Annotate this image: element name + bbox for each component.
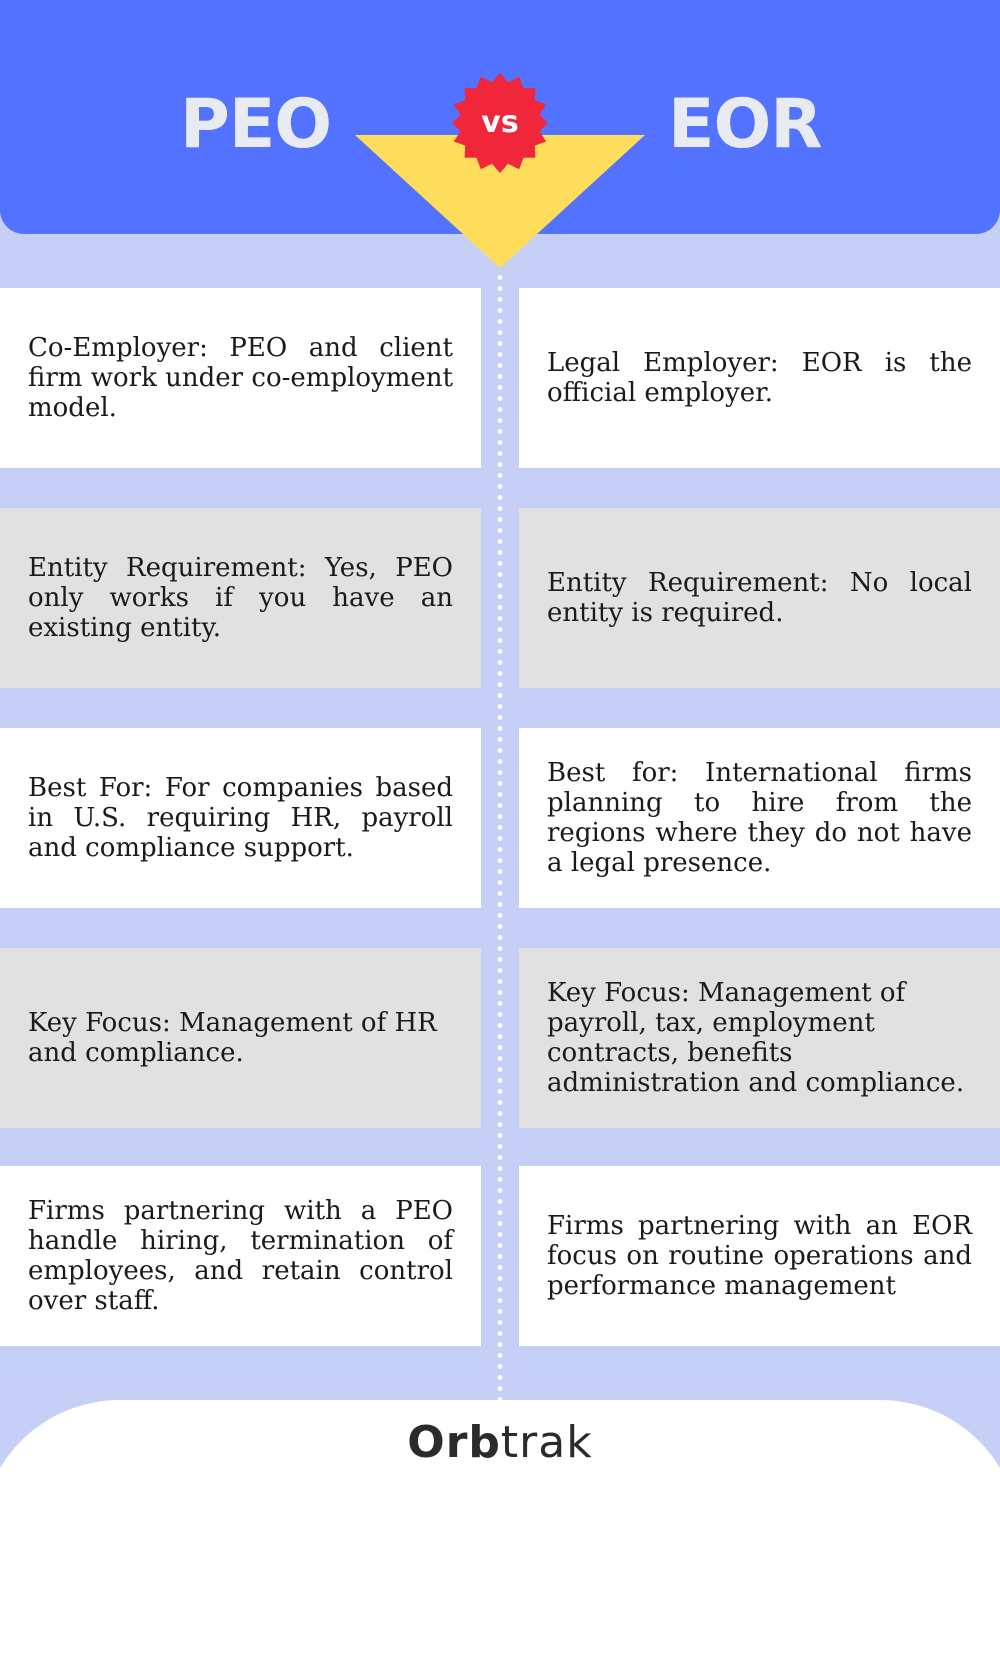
peo-card-control	[0, 1166, 481, 1346]
logo-bold-part: Orb	[407, 1417, 501, 1468]
peo-card-entity-requirement	[0, 508, 481, 688]
eor-card-key-focus	[519, 948, 1000, 1128]
eor-card-text: Best for: International firms planning to hire from the regions where they do not have a legal presence.	[547, 758, 972, 878]
eor-card-legal-employer	[519, 288, 1000, 468]
peo-card-text: Firms partnering with a PEO handle hiring, termination of employees, and retain control over staff.	[28, 1196, 453, 1316]
peo-card-text: Entity Requirement: Yes, PEO only works if you have an existing entity.	[28, 553, 453, 643]
eor-card-entity-requirement	[519, 508, 1000, 688]
peo-card-co-employer	[0, 288, 481, 468]
eor-card-text: Firms partnering with an EOR focus on routine operations and performance management	[547, 1211, 972, 1301]
logo-light-part: trak	[500, 1417, 593, 1468]
peo-title: PEO	[180, 85, 332, 164]
peo-card-text: Key Focus: Management of HR and compliance.	[28, 1008, 437, 1068]
peo-card-text: Co-Employer: PEO and client firm work under co-employment model.	[28, 333, 453, 423]
dotted-divider	[497, 272, 503, 1400]
orbtrak-logo	[0, 1417, 1000, 1468]
eor-card-operations	[519, 1166, 1000, 1346]
eor-card-text: Legal Employer: EOR is the official employer.	[547, 348, 972, 408]
eor-card-text: Key Focus: Management of payroll, tax, employment contracts, benefits administration and compliance.	[547, 978, 965, 1098]
eor-card-text: Entity Requirement: No local entity is required.	[547, 568, 972, 628]
peo-card-best-for	[0, 728, 481, 908]
peo-card-text: Best For: For companies based in U.S. requiring HR, payroll and compliance support.	[28, 773, 453, 863]
vs-label: vs	[481, 105, 519, 140]
peo-card-key-focus	[0, 948, 481, 1128]
eor-card-best-for	[519, 728, 1000, 908]
eor-title: EOR	[668, 85, 822, 164]
